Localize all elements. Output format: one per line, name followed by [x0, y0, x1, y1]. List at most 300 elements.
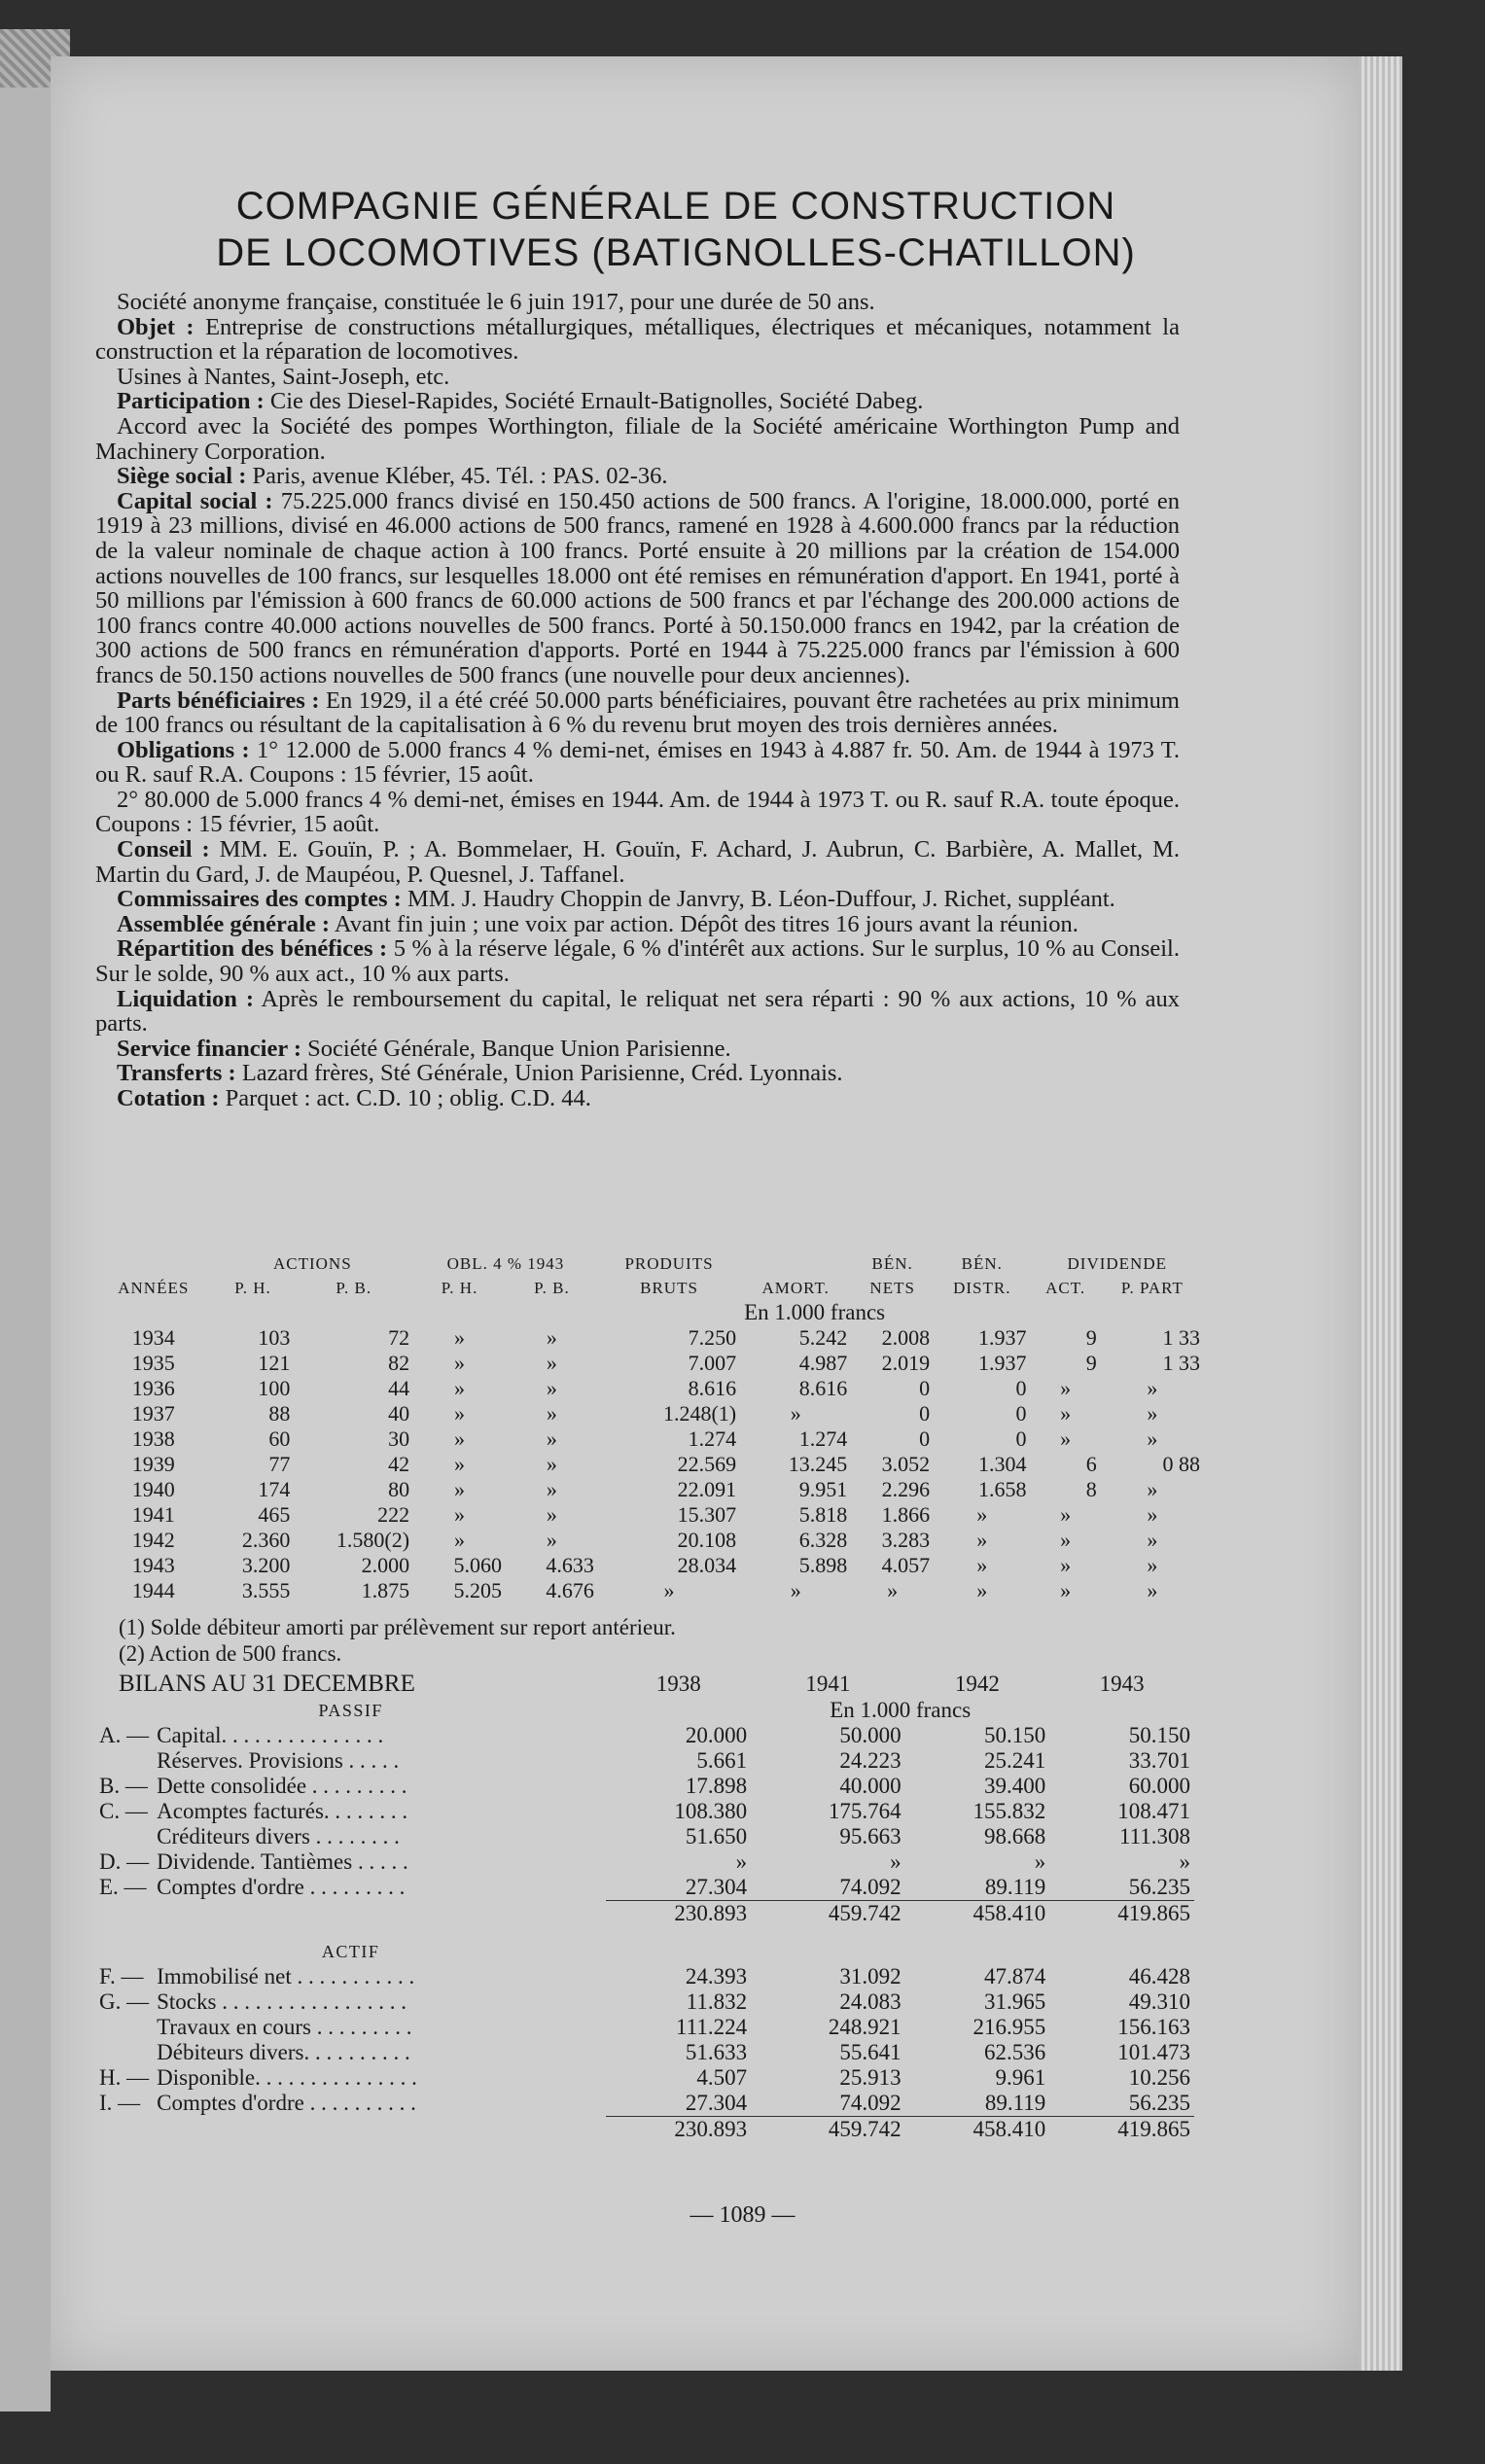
table-cell: 2.019	[881, 1351, 931, 1375]
row-value: 155.832	[972, 1799, 1046, 1823]
table-cell: 9.951	[798, 1477, 848, 1501]
table-cell: 28.034	[677, 1553, 737, 1577]
company-title-line-2: DE LOCOMOTIVES (BATIGNOLLES-CHATILLON)	[216, 231, 1136, 274]
table-cell: 5.205	[453, 1578, 502, 1602]
row-label: Débiteurs divers. . . . . . . . . .	[157, 2040, 410, 2065]
table-cell: »	[1147, 1376, 1158, 1400]
table-row	[95, 1325, 1204, 1351]
row-value: 4.507	[696, 2065, 748, 2091]
table-cell: »	[1060, 1553, 1072, 1577]
row-value: »	[1179, 1849, 1190, 1874]
table-cell: »	[454, 1325, 466, 1350]
row-label: Comptes d'ordre . . . . . . . . . .	[157, 2091, 416, 2116]
paragraph-text: Paris, avenue Kléber, 45. Tél. : PAS. 02-36.	[246, 463, 668, 490]
paragraph	[95, 1037, 1180, 1062]
row-value: 24.393	[685, 1964, 748, 1989]
table-row	[95, 1452, 1204, 1477]
group-header-dividende: DIVIDENDE	[1067, 1254, 1167, 1274]
total-row	[95, 2117, 1194, 2143]
paragraph	[95, 365, 1180, 390]
paragraph-text: 1° 12.000 de 5.000 francs 4 % demi-net, émises en 1943 à 4.887 fr. 50. Am. de 1944 à 1973 T. ou R. sauf R.A. Coupons : 15 février, 15 août.	[95, 736, 1180, 789]
table-cell: 1944	[131, 1578, 175, 1602]
table-row	[95, 1774, 1194, 1799]
table-cell: »	[454, 1502, 466, 1527]
table-row	[95, 1553, 1204, 1578]
row-label: Comptes d'ordre . . . . . . . . .	[157, 1875, 406, 1900]
paragraph	[95, 912, 1180, 937]
paragraph-text: Entreprise de constructions métallurgiques, métalliques, électriques et mécaniques, notamment la construction et la réparation de locomotives.	[95, 313, 1180, 366]
stats-unit-note: En 1.000 francs	[744, 1300, 886, 1324]
table-cell: 8.616	[688, 1376, 737, 1400]
table-cell: »	[454, 1401, 466, 1426]
total-value: 459.742	[751, 2117, 905, 2143]
total-row	[95, 1901, 1194, 1927]
table-row	[95, 1528, 1204, 1553]
table-cell: »	[663, 1578, 675, 1602]
table-cell: 0	[1015, 1401, 1027, 1426]
table-cell: »	[790, 1401, 801, 1426]
row-code: G. —	[99, 1989, 150, 2015]
row-code: D. —	[99, 1849, 150, 1874]
row-value: 31.092	[839, 1964, 902, 1989]
table-cell: »	[1147, 1401, 1158, 1426]
row-value: 40.000	[839, 1774, 902, 1798]
bilans-year-header: 1941	[805, 1672, 851, 1696]
stats-column-header: DISTR.	[953, 1278, 1011, 1297]
table-cell: 2.360	[241, 1528, 291, 1552]
row-code: E. —	[99, 1875, 147, 1900]
paragraph-text: Usines à Nantes, Saint-Joseph, etc.	[117, 363, 450, 390]
table-cell: »	[1147, 1426, 1158, 1451]
row-code: I. —	[99, 2091, 141, 2116]
group-header-actions: ACTIONS	[272, 1254, 352, 1274]
table-cell: 22.091	[677, 1477, 737, 1501]
row-label: Réserves. Provisions . . . . .	[157, 1748, 400, 1773]
table-row	[95, 1875, 1194, 1901]
paragraph-text: Cie des Diesel-Rapides, Société Ernault-Batignolles, Société Dabeg.	[264, 388, 924, 415]
stats-column-header: P. H.	[234, 1278, 271, 1297]
stats-unit-row	[95, 1300, 1204, 1325]
table-cell: 1.937	[977, 1351, 1027, 1375]
paragraph-text: 75.225.000 francs divisé en 150.450 actions de 500 francs. A l'origine, 18.000.000, porté en 1919 à 23 millions, divisé en 46.000 actions de 500 francs, ramené en 1928 à 4.600.000 francs par la réduction de la valeur nominale de chaque action à 100 francs. Porté ensuite à 20 millions par la création de 154.000 actions nouvelles de 100 francs, sur lesquelles 18.000 ont été remises en rémunération d'apport. En 1941, porté à 50 millions par l'émission à 600 francs de 60.000 actions de 500 francs et par l'échange des 200.000 actions de 100 francs contre 40.000 actions nouvelles de 500 francs. Porté à 50.150.000 francs en 1942, par la création de 300 actions de 500 francs en rémunération d'apports. Porté en 1944 à 75.225.000 francs par l'émission à 600 francs de 50.150 actions nouvelles de 500 francs (une nouvelle pour deux anciennes).	[95, 487, 1180, 688]
table-cell: »	[976, 1553, 988, 1577]
stats-group-header-row	[95, 1252, 1204, 1277]
table-cell: 13.245	[788, 1452, 848, 1476]
table-row	[95, 2040, 1194, 2065]
table-cell: »	[454, 1376, 466, 1400]
table-cell: »	[1147, 1502, 1158, 1527]
table-cell: 0	[1015, 1376, 1027, 1400]
table-cell: »	[1060, 1528, 1072, 1552]
table-cell: 1939	[131, 1452, 175, 1476]
footnotes	[119, 1614, 676, 1667]
table-row	[95, 1351, 1204, 1376]
spacer-row	[95, 1926, 1194, 1940]
table-cell: 2.008	[881, 1325, 931, 1350]
paragraph	[95, 688, 1180, 738]
row-value: 108.380	[674, 1799, 748, 1823]
bilans-unit-note: En 1.000 francs	[830, 1698, 972, 1722]
table-cell: 1934	[131, 1325, 175, 1350]
table-row	[95, 1748, 1194, 1774]
row-value: 10.256	[1128, 2065, 1190, 2091]
balance-sheet-table	[95, 1671, 1194, 2142]
paragraph-label: Siège social :	[117, 463, 247, 490]
paragraph	[95, 1086, 1180, 1111]
table-row	[95, 1401, 1204, 1426]
table-cell: 8.616	[798, 1376, 848, 1400]
paragraph-text: MM. J. Haudry Choppin de Janvry, B. Léon-Duffour, J. Richet, suppléant.	[401, 886, 1115, 913]
stats-header-row	[95, 1277, 1204, 1301]
paragraph-label: Objet :	[117, 313, 194, 340]
table-cell: »	[1147, 1528, 1158, 1552]
table-cell: 1942	[131, 1528, 175, 1552]
table-cell: 42	[388, 1452, 410, 1476]
table-cell: 1940	[131, 1477, 175, 1501]
table-cell: »	[546, 1351, 557, 1375]
table-cell: 1.937	[977, 1325, 1027, 1350]
table-cell: »	[546, 1401, 557, 1426]
paragraph-label: Assemblée générale :	[117, 910, 331, 937]
bilans-year-header: 1943	[1099, 1672, 1145, 1696]
stats-column-header: ANNÉES	[118, 1278, 190, 1297]
stats-column-header: P. B.	[336, 1278, 372, 1297]
paragraph	[95, 936, 1180, 986]
row-value: 51.650	[685, 1824, 748, 1848]
actif-label-row	[95, 1940, 1194, 1964]
table-cell: »	[1060, 1426, 1072, 1451]
table-cell: 4.633	[546, 1553, 594, 1577]
row-code: H. —	[99, 2065, 150, 2091]
row-label: Dividende. Tantièmes . . . . .	[157, 1849, 408, 1874]
row-value: »	[1034, 1849, 1046, 1874]
table-cell: 15.307	[677, 1502, 737, 1527]
row-label: Capital. . . . . . . . . . . . . . .	[157, 1723, 384, 1747]
row-value: »	[735, 1849, 748, 1874]
table-cell: »	[546, 1452, 557, 1476]
row-value: 24.223	[839, 1748, 902, 1773]
row-code	[95, 1824, 153, 1849]
paragraph-text: Après le remboursement du capital, le reliquat net sera réparti : 90 % aux actions, 10 % aux parts.	[95, 985, 1180, 1038]
bilans-header-row	[95, 1671, 1194, 1698]
row-code: C. —	[99, 1799, 148, 1823]
row-value: 39.400	[984, 1774, 1046, 1798]
row-value: 248.921	[828, 2015, 902, 2040]
row-value: 108.471	[1117, 1799, 1190, 1823]
table-row	[95, 1964, 1194, 1989]
row-value: 27.304	[685, 1875, 748, 1899]
row-label: Créditeurs divers . . . . . . . .	[157, 1824, 400, 1848]
table-cell: »	[887, 1578, 899, 1602]
table-cell: 3.555	[241, 1578, 291, 1602]
row-value: 25.241	[984, 1748, 1046, 1773]
table-cell: 1.274	[688, 1426, 737, 1451]
table-cell: 7.007	[688, 1351, 737, 1375]
table-cell: 5.242	[798, 1325, 848, 1350]
table-cell: 30	[388, 1426, 410, 1451]
table-cell: 1.875	[361, 1578, 410, 1602]
table-cell: 1.580(2)	[336, 1528, 410, 1552]
table-cell: »	[976, 1502, 988, 1527]
total-value: 458.410	[905, 1901, 1050, 1927]
row-value: 89.119	[984, 2091, 1046, 2116]
group-header-obligations: OBL. 4 % 1943	[446, 1254, 565, 1274]
table-cell: 1938	[131, 1426, 175, 1451]
row-label: Travaux en cours . . . . . . . . .	[157, 2015, 412, 2040]
row-code	[95, 1748, 153, 1774]
table-cell: »	[454, 1477, 466, 1501]
table-row	[95, 1578, 1204, 1603]
table-cell: »	[546, 1528, 557, 1552]
table-cell: »	[1060, 1376, 1072, 1400]
row-value: 20.000	[685, 1723, 748, 1747]
table-row	[95, 2065, 1194, 2091]
table-cell: 5.060	[453, 1553, 502, 1577]
paragraph-label: Participation :	[117, 388, 265, 415]
paragraph-text: Lazard frères, Sté Générale, Union Parisienne, Créd. Lyonnais.	[235, 1060, 843, 1087]
table-cell: 77	[268, 1452, 291, 1476]
paragraph-text: En 1929, il a été créé 50.000 parts bénéficiaires, pouvant être rachetées au prix minimum de 100 francs ou résultant de la capitalisation à 6 % du revenu brut moyen des trois dernières années.	[95, 686, 1180, 739]
table-cell: 5.898	[798, 1553, 848, 1577]
total-value: 459.742	[751, 1901, 905, 1927]
table-cell: 0	[919, 1401, 931, 1426]
row-value: 74.092	[839, 1875, 902, 1899]
table-cell: 9	[1085, 1351, 1097, 1375]
row-value: 216.955	[972, 2015, 1046, 2040]
table-cell: 1937	[131, 1401, 175, 1426]
table-cell: 100	[258, 1376, 291, 1400]
stats-column-header: BRUTS	[640, 1278, 698, 1297]
paragraph	[95, 389, 1180, 414]
row-code	[95, 2015, 153, 2040]
paragraph	[95, 887, 1180, 912]
row-value: 50.150	[984, 1723, 1046, 1747]
table-cell: 0	[919, 1376, 931, 1400]
table-cell: 103	[258, 1325, 291, 1350]
group-header-produits: PRODUITS	[624, 1254, 714, 1274]
paragraph	[95, 788, 1180, 837]
paragraph-text: Société Générale, Banque Union Parisienne.	[301, 1035, 731, 1062]
stats-column-header: P. PART	[1120, 1278, 1184, 1297]
table-cell: 3.283	[881, 1528, 931, 1552]
table-cell: 1.658	[977, 1477, 1027, 1501]
paragraph-text: Accord avec la Société des pompes Worthington, filiale de la Société américaine Worthington Pump and Machinery Corporation.	[95, 412, 1180, 465]
table-row	[95, 1799, 1194, 1824]
row-value: 56.235	[1128, 1875, 1190, 1899]
row-label: Immobilisé net . . . . . . . . . . .	[157, 1964, 415, 1989]
paragraph	[95, 489, 1180, 688]
table-cell: »	[546, 1502, 557, 1527]
table-cell: 1936	[131, 1376, 175, 1400]
row-value: 175.764	[828, 1799, 902, 1823]
table-cell: 20.108	[677, 1528, 737, 1552]
table-cell: 60	[268, 1426, 291, 1451]
table-row	[95, 1502, 1204, 1528]
table-row	[95, 1824, 1194, 1849]
table-cell: 465	[258, 1502, 291, 1527]
table-cell: 0 88	[1162, 1452, 1200, 1476]
table-cell: »	[454, 1426, 466, 1451]
row-value: 17.898	[685, 1774, 748, 1798]
row-value: 46.428	[1128, 1964, 1190, 1989]
table-cell: »	[454, 1528, 466, 1552]
table-cell: 8	[1085, 1477, 1097, 1501]
bilans-year-header: 1938	[655, 1672, 701, 1696]
company-title-line-1: COMPAGNIE GÉNÉRALE DE CONSTRUCTION	[235, 185, 1116, 228]
table-cell: 174	[258, 1477, 291, 1501]
row-label: Stocks . . . . . . . . . . . . . . . . .	[157, 1989, 407, 2015]
paragraph-label: Conseil :	[117, 836, 210, 863]
row-value: 49.310	[1128, 1989, 1190, 2015]
paragraph-label: Liquidation :	[117, 985, 254, 1012]
table-row	[95, 1376, 1204, 1401]
total-value: 230.893	[606, 1901, 751, 1927]
table-cell: 1943	[131, 1553, 175, 1577]
group-header-ben-nets: BÉN.	[871, 1254, 913, 1274]
row-code: F. —	[99, 1964, 144, 1989]
row-code: A. —	[99, 1723, 150, 1747]
table-cell: 4.057	[881, 1553, 931, 1577]
row-value: 95.663	[839, 1824, 902, 1848]
bilans-title: BILANS AU 31 DECEMBRE	[119, 1671, 415, 1697]
total-value: 230.893	[606, 2117, 751, 2143]
row-label: Dette consolidée . . . . . . . . .	[157, 1774, 407, 1798]
row-value: 11.832	[686, 1989, 748, 2015]
paragraph	[95, 987, 1180, 1037]
row-label: Acomptes facturés. . . . . . . .	[157, 1799, 408, 1823]
company-description	[95, 290, 1180, 1111]
table-cell: 121	[258, 1351, 291, 1375]
footnote-2: (2) Action de 500 francs.	[119, 1641, 342, 1666]
row-value: 51.633	[685, 2040, 748, 2065]
table-cell: 0	[919, 1426, 931, 1451]
row-value: 5.661	[696, 1748, 748, 1773]
paragraph-text: 2° 80.000 de 5.000 francs 4 % demi-net, émises en 1944. Am. de 1944 à 1973 T. ou R. sauf R.A. toute époque. Coupons : 15 février, 15 août.	[95, 786, 1180, 838]
paragraph-text: Société anonyme française, constituée le 6 juin 1917, pour une durée de 50 ans.	[117, 289, 875, 315]
table-cell: 44	[388, 1376, 410, 1400]
table-cell: 1 33	[1162, 1351, 1200, 1375]
table-cell: »	[546, 1477, 557, 1501]
row-value: 33.701	[1128, 1748, 1190, 1773]
table-cell: »	[1147, 1477, 1158, 1501]
table-cell: »	[546, 1426, 557, 1451]
table-cell: 6	[1085, 1452, 1097, 1476]
paragraph-label: Obligations :	[117, 736, 250, 763]
paragraph-label: Répartition des bénéfices :	[117, 935, 388, 963]
table-cell: »	[1060, 1578, 1072, 1602]
table-cell: »	[976, 1578, 988, 1602]
paragraph-label: Service financier :	[117, 1035, 302, 1062]
paragraph-label: Commissaires des comptes :	[117, 886, 402, 913]
row-value: 111.224	[676, 2015, 748, 2040]
row-value: 98.668	[984, 1824, 1046, 1848]
table-cell: 80	[388, 1477, 410, 1501]
paragraph	[95, 464, 1180, 489]
table-cell: 1.866	[881, 1502, 931, 1527]
table-row	[95, 1477, 1204, 1502]
stats-column-header: P. H.	[441, 1278, 478, 1297]
paragraph-text: 5 % à la réserve légale, 6 % d'intérêt aux actions. Sur le surplus, 10 % au Conseil. Sur le solde, 90 % aux act., 10 % aux parts.	[95, 935, 1180, 988]
table-cell: 3.052	[881, 1452, 931, 1476]
row-value: 74.092	[839, 2091, 902, 2116]
paragraph-text: Avant fin juin ; une voix par action. Dépôt des titres 16 jours avant la réunion.	[330, 910, 1078, 937]
total-value: 419.865	[1049, 2117, 1194, 2143]
stats-column-header: AMORT.	[761, 1278, 830, 1297]
row-value: 47.874	[984, 1964, 1046, 1989]
table-cell: »	[790, 1578, 801, 1602]
total-value: 419.865	[1049, 1901, 1194, 1927]
table-cell: 82	[388, 1351, 410, 1375]
row-value: 50.000	[839, 1723, 902, 1747]
row-value: 101.473	[1117, 2040, 1190, 2065]
stats-column-header: ACT.	[1045, 1278, 1086, 1297]
table-cell: 2.296	[881, 1477, 931, 1501]
table-cell: 222	[377, 1502, 410, 1527]
row-value: 156.163	[1117, 2015, 1190, 2040]
table-row	[95, 1849, 1194, 1875]
paragraph	[95, 290, 1180, 315]
row-value: 27.304	[685, 2091, 748, 2116]
table-cell: »	[1147, 1553, 1158, 1577]
stats-column-header: P. B.	[534, 1278, 570, 1297]
paragraph-text: Parquet : act. C.D. 10 ; oblig. C.D. 44.	[219, 1085, 591, 1111]
bilans-unit-row	[95, 1698, 1194, 1723]
table-row	[95, 1426, 1204, 1452]
paragraph	[95, 315, 1180, 365]
table-cell: »	[546, 1376, 557, 1400]
table-cell: »	[976, 1528, 988, 1552]
row-value: »	[890, 1849, 902, 1874]
row-label: Disponible. . . . . . . . . . . . . . .	[157, 2065, 417, 2091]
table-cell: »	[1147, 1578, 1158, 1602]
row-value: 60.000	[1128, 1774, 1190, 1798]
table-cell: »	[1060, 1401, 1072, 1426]
table-cell: »	[546, 1325, 557, 1350]
table-cell: 88	[268, 1401, 291, 1426]
paragraph-label: Cotation :	[117, 1085, 220, 1111]
page-number: — 1089 —	[689, 2202, 796, 2228]
row-value: 25.913	[839, 2065, 902, 2091]
table-cell: 72	[388, 1325, 410, 1350]
table-cell: 1941	[131, 1502, 175, 1527]
row-value: 50.150	[1128, 1723, 1190, 1747]
row-value: 62.536	[984, 2040, 1046, 2065]
table-cell: 1 33	[1162, 1325, 1200, 1350]
table-cell: 6.328	[798, 1528, 848, 1552]
row-value: 9.961	[995, 2065, 1046, 2091]
table-cell: 22.569	[677, 1452, 737, 1476]
table-cell: 1.274	[798, 1426, 848, 1451]
row-value: 89.119	[984, 1875, 1046, 1899]
table-cell: »	[454, 1351, 466, 1375]
previous-page-edge	[0, 49, 51, 2411]
table-cell: 4.987	[798, 1351, 848, 1375]
paragraph-text: MM. E. Gouïn, P. ; A. Bommelaer, H. Gouïn, F. Achard, J. Aubrun, C. Barbière, A. Mallet, M. Martin du Gard, J. de Maupéou, P. Quesnel, J. Taffanel.	[95, 836, 1180, 888]
table-cell: 40	[388, 1401, 410, 1426]
table-row	[95, 1723, 1194, 1748]
row-value: 111.308	[1118, 1824, 1190, 1848]
row-code	[95, 2040, 153, 2065]
paragraph	[95, 414, 1180, 464]
paragraph-label: Capital social :	[117, 487, 273, 514]
row-value: 56.235	[1128, 2091, 1190, 2116]
paragraph	[95, 837, 1180, 887]
table-cell: 5.818	[798, 1502, 848, 1527]
footnote-1: (1) Solde débiteur amorti par prélèvement sur report antérieur.	[119, 1615, 676, 1639]
paragraph	[95, 738, 1180, 788]
table-cell: 4.676	[546, 1578, 594, 1602]
row-code: B. —	[99, 1774, 148, 1798]
